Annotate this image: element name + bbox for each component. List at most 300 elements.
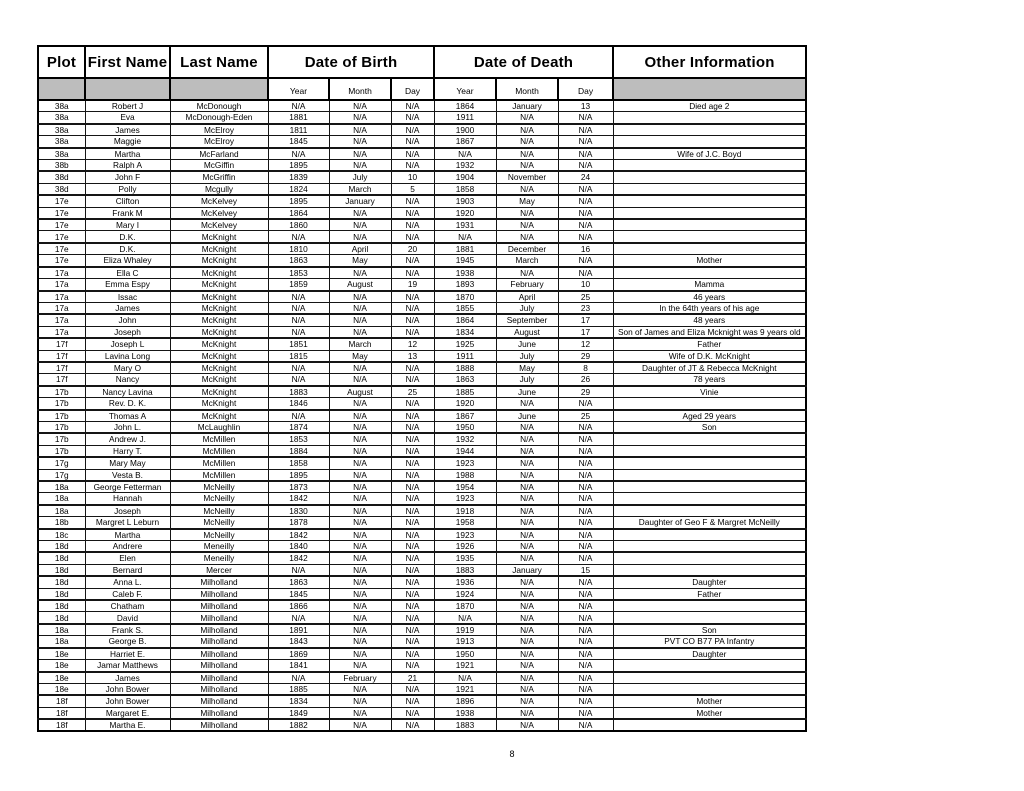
cell-other-info: Wife of J.C. Boyd <box>613 148 806 160</box>
cell-dod-day: N/A <box>558 207 613 219</box>
column-header-plot: Plot <box>38 46 85 78</box>
cell-dob-year: 1860 <box>268 219 329 231</box>
table-row <box>38 255 806 267</box>
cell-dod-month: November <box>496 171 558 183</box>
cell-dob-year: 1840 <box>268 541 329 553</box>
cell-dod-year: 1921 <box>434 683 496 695</box>
cell-dob-day: N/A <box>391 505 434 517</box>
table-row <box>38 683 806 695</box>
cell-dod-month: N/A <box>496 719 558 731</box>
cell-other-info <box>613 112 806 124</box>
cell-dod-month: N/A <box>496 588 558 600</box>
cell-dob-year: N/A <box>268 148 329 160</box>
cell-dob-month: N/A <box>329 719 391 731</box>
cell-dob-month: N/A <box>329 231 391 243</box>
cell-other-info <box>613 171 806 183</box>
subheader-dod-year: Year <box>434 78 496 100</box>
cell-dod-month: N/A <box>496 493 558 505</box>
cell-plot: 17b <box>38 445 85 457</box>
cell-dod-month: December <box>496 243 558 255</box>
cell-dod-year: 1988 <box>434 469 496 481</box>
cell-dod-year: 1920 <box>434 398 496 410</box>
cell-dod-day: N/A <box>558 445 613 457</box>
cell-other-info: 46 years <box>613 291 806 303</box>
cell-plot: 18c <box>38 529 85 541</box>
cell-last-name: Milholland <box>170 624 268 636</box>
cell-dob-year: 1843 <box>268 636 329 648</box>
cell-dob-year: 1863 <box>268 576 329 588</box>
cell-dob-year: 1881 <box>268 112 329 124</box>
cell-dob-month: N/A <box>329 648 391 660</box>
table-header <box>38 46 806 100</box>
cell-last-name: McKnight <box>170 231 268 243</box>
cell-dob-year: 1845 <box>268 136 329 148</box>
cell-dod-day: N/A <box>558 493 613 505</box>
cell-dob-year: 1853 <box>268 267 329 279</box>
cell-dob-day: N/A <box>391 219 434 231</box>
table-row <box>38 433 806 445</box>
cell-other-info: Mother <box>613 707 806 719</box>
cell-dod-day: N/A <box>558 398 613 410</box>
table-row <box>38 124 806 136</box>
cell-dod-day: 13 <box>558 100 613 112</box>
cell-dob-year: N/A <box>268 291 329 303</box>
cell-last-name: McKnight <box>170 350 268 362</box>
cell-other-info <box>613 529 806 541</box>
cell-dod-day: N/A <box>558 195 613 207</box>
cell-dob-day: N/A <box>391 195 434 207</box>
cell-dod-month: N/A <box>496 648 558 660</box>
cell-dod-month: N/A <box>496 624 558 636</box>
cell-plot: 38d <box>38 171 85 183</box>
table-row <box>38 136 806 148</box>
cell-plot: 18a <box>38 493 85 505</box>
cell-dod-month: N/A <box>496 576 558 588</box>
cell-dod-month: N/A <box>496 112 558 124</box>
cell-dod-month: N/A <box>496 683 558 695</box>
cell-first-name: Maggie <box>85 136 170 148</box>
cell-last-name: McKnight <box>170 243 268 255</box>
cell-last-name: McElroy <box>170 124 268 136</box>
table-row <box>38 445 806 457</box>
cell-dod-month: July <box>496 374 558 386</box>
cell-dod-year: 1926 <box>434 541 496 553</box>
cell-first-name: John F <box>85 171 170 183</box>
cell-other-info: Daughter <box>613 576 806 588</box>
cell-plot: 17f <box>38 362 85 374</box>
cell-dob-year: 1858 <box>268 457 329 469</box>
cell-dob-day: N/A <box>391 564 434 576</box>
cell-dob-year: 1830 <box>268 505 329 517</box>
cell-other-info: 78 years <box>613 374 806 386</box>
cell-dod-month: June <box>496 386 558 398</box>
cell-dob-year: N/A <box>268 326 329 338</box>
cell-last-name: Milholland <box>170 672 268 684</box>
cell-first-name: Joseph <box>85 326 170 338</box>
column-header-first-name: First Name <box>85 46 170 78</box>
cell-dod-day: N/A <box>558 267 613 279</box>
cell-other-info: Daughter of JT & Rebecca McKnight <box>613 362 806 374</box>
cell-first-name: Martha <box>85 148 170 160</box>
cell-last-name: McKnight <box>170 302 268 314</box>
table-row <box>38 624 806 636</box>
cell-dob-year: N/A <box>268 564 329 576</box>
table-row <box>38 374 806 386</box>
cell-dob-month: N/A <box>329 683 391 695</box>
cell-other-info <box>613 469 806 481</box>
cell-dod-year: N/A <box>434 672 496 684</box>
cell-dod-year: 1911 <box>434 350 496 362</box>
cell-plot: 17g <box>38 457 85 469</box>
cell-dod-month: N/A <box>496 600 558 612</box>
cell-dod-day: N/A <box>558 683 613 695</box>
cell-other-info: Died age 2 <box>613 100 806 112</box>
cell-first-name: John L. <box>85 421 170 433</box>
cell-other-info <box>613 124 806 136</box>
cell-last-name: Milholland <box>170 707 268 719</box>
cell-other-info <box>613 612 806 624</box>
cell-dob-year: N/A <box>268 314 329 326</box>
cell-plot: 18d <box>38 600 85 612</box>
cell-dob-day: N/A <box>391 398 434 410</box>
cell-dod-month: N/A <box>496 469 558 481</box>
cell-first-name: James <box>85 302 170 314</box>
cell-dob-day: N/A <box>391 588 434 600</box>
cell-last-name: McKnight <box>170 267 268 279</box>
cell-dob-year: 1859 <box>268 279 329 291</box>
cell-dob-month: N/A <box>329 433 391 445</box>
cell-other-info <box>613 445 806 457</box>
cell-plot: 38a <box>38 100 85 112</box>
cell-dod-day: N/A <box>558 612 613 624</box>
table-row <box>38 171 806 183</box>
cell-dob-month: N/A <box>329 493 391 505</box>
cell-dod-day: N/A <box>558 255 613 267</box>
cell-dob-year: 1845 <box>268 588 329 600</box>
cell-other-info <box>613 243 806 255</box>
cell-dod-month: N/A <box>496 136 558 148</box>
cell-first-name: Andrew J. <box>85 433 170 445</box>
cell-dod-month: N/A <box>496 445 558 457</box>
table-row <box>38 612 806 624</box>
cell-last-name: McKnight <box>170 314 268 326</box>
cell-dob-month: N/A <box>329 291 391 303</box>
cell-dob-day: N/A <box>391 314 434 326</box>
cell-other-info <box>613 398 806 410</box>
cell-dob-month: N/A <box>329 160 391 172</box>
cell-first-name: Martha E. <box>85 719 170 731</box>
cell-plot: 17e <box>38 195 85 207</box>
cell-dob-month: August <box>329 386 391 398</box>
cell-other-info: Wife of D.K. McKnight <box>613 350 806 362</box>
cell-plot: 17e <box>38 207 85 219</box>
cell-dob-month: N/A <box>329 362 391 374</box>
table-row <box>38 517 806 529</box>
column-header-last-name: Last Name <box>170 46 268 78</box>
cemetery-records-table <box>37 45 807 732</box>
table-row <box>38 552 806 564</box>
cell-other-info <box>613 719 806 731</box>
table-row <box>38 207 806 219</box>
cell-dob-year: 1895 <box>268 469 329 481</box>
cell-dob-year: 1842 <box>268 493 329 505</box>
cell-dod-month: April <box>496 291 558 303</box>
cell-last-name: McDonough <box>170 100 268 112</box>
cell-other-info <box>613 136 806 148</box>
cell-last-name: McKnight <box>170 326 268 338</box>
cell-dob-year: 1842 <box>268 529 329 541</box>
cell-plot: 38d <box>38 183 85 195</box>
cell-dob-month: N/A <box>329 517 391 529</box>
cell-dob-month: N/A <box>329 457 391 469</box>
table-row <box>38 279 806 291</box>
header-spacer-first-name <box>85 78 170 100</box>
cell-plot: 18a <box>38 481 85 493</box>
table-row <box>38 481 806 493</box>
cell-dob-day: N/A <box>391 124 434 136</box>
table-row <box>38 457 806 469</box>
cell-dod-year: 1883 <box>434 719 496 731</box>
table-row <box>38 386 806 398</box>
cell-other-info <box>613 564 806 576</box>
cell-dob-year: 1874 <box>268 421 329 433</box>
cell-first-name: David <box>85 612 170 624</box>
cell-dod-day: N/A <box>558 421 613 433</box>
cell-dob-year: 1891 <box>268 624 329 636</box>
header-row-main <box>38 46 806 78</box>
cell-first-name: George Fetterman <box>85 481 170 493</box>
cell-first-name: Lavina Long <box>85 350 170 362</box>
cell-plot: 17a <box>38 267 85 279</box>
cell-dob-day: N/A <box>391 255 434 267</box>
cell-dob-month: N/A <box>329 624 391 636</box>
cell-dod-day: N/A <box>558 183 613 195</box>
cell-dod-month: N/A <box>496 231 558 243</box>
cell-other-info: Vinie <box>613 386 806 398</box>
cell-dod-day: N/A <box>558 707 613 719</box>
cell-dod-day: N/A <box>558 600 613 612</box>
cell-dod-day: N/A <box>558 481 613 493</box>
cell-plot: 17a <box>38 279 85 291</box>
cell-dob-year: 1815 <box>268 350 329 362</box>
cell-dob-month: N/A <box>329 267 391 279</box>
table-row <box>38 541 806 553</box>
cell-first-name: Harry T. <box>85 445 170 457</box>
cell-dod-year: 1919 <box>434 624 496 636</box>
cell-plot: 17f <box>38 338 85 350</box>
cell-plot: 17e <box>38 219 85 231</box>
cell-dod-month: N/A <box>496 398 558 410</box>
cell-dob-year: 1811 <box>268 124 329 136</box>
cell-first-name: Martha <box>85 529 170 541</box>
cell-dod-month: September <box>496 314 558 326</box>
column-header-date-of-birth: Date of Birth <box>268 46 434 78</box>
cell-dob-month: N/A <box>329 541 391 553</box>
table-body <box>38 100 806 731</box>
cell-plot: 17b <box>38 398 85 410</box>
cell-dod-year: 1936 <box>434 576 496 588</box>
cell-dod-year: 1923 <box>434 529 496 541</box>
cell-last-name: Mcgully <box>170 183 268 195</box>
cell-plot: 18d <box>38 576 85 588</box>
cell-first-name: Mary O <box>85 362 170 374</box>
cell-dob-year: 1839 <box>268 171 329 183</box>
cell-dod-year: 1870 <box>434 600 496 612</box>
subheader-dob-day: Day <box>391 78 434 100</box>
cell-dod-year: 1888 <box>434 362 496 374</box>
cell-plot: 18e <box>38 683 85 695</box>
table-row <box>38 469 806 481</box>
table-row <box>38 243 806 255</box>
table-row <box>38 350 806 362</box>
cell-other-info <box>613 541 806 553</box>
cell-dod-month: January <box>496 564 558 576</box>
cell-last-name: McNeilly <box>170 481 268 493</box>
cell-dob-month: N/A <box>329 600 391 612</box>
cell-dob-day: 12 <box>391 338 434 350</box>
cell-dod-year: 1938 <box>434 267 496 279</box>
cell-dob-day: N/A <box>391 291 434 303</box>
cell-last-name: Milholland <box>170 719 268 731</box>
cell-dob-day: N/A <box>391 576 434 588</box>
cell-dod-month: N/A <box>496 552 558 564</box>
cell-dob-day: 25 <box>391 386 434 398</box>
cell-first-name: Ella C <box>85 267 170 279</box>
cell-dod-day: 8 <box>558 362 613 374</box>
cell-dob-year: N/A <box>268 362 329 374</box>
cell-dob-year: 1849 <box>268 707 329 719</box>
cell-dob-year: N/A <box>268 612 329 624</box>
cell-dod-month: July <box>496 350 558 362</box>
cell-dob-day: N/A <box>391 541 434 553</box>
cell-dob-month: February <box>329 672 391 684</box>
cell-last-name: McKelvey <box>170 195 268 207</box>
cell-plot: 18e <box>38 648 85 660</box>
cell-dob-month: N/A <box>329 398 391 410</box>
cell-plot: 17f <box>38 350 85 362</box>
cell-plot: 38a <box>38 136 85 148</box>
cell-dod-day: N/A <box>558 672 613 684</box>
cell-first-name: Anna L. <box>85 576 170 588</box>
cell-dod-year: 1950 <box>434 648 496 660</box>
cell-other-info: Aged 29 years <box>613 410 806 422</box>
table-row <box>38 314 806 326</box>
cell-first-name: Hannah <box>85 493 170 505</box>
page-number: 8 <box>509 749 515 759</box>
cell-plot: 17a <box>38 314 85 326</box>
cell-first-name: Caleb F. <box>85 588 170 600</box>
cell-dob-day: N/A <box>391 457 434 469</box>
cell-dod-year: 1834 <box>434 326 496 338</box>
cell-last-name: McKnight <box>170 279 268 291</box>
table-row <box>38 421 806 433</box>
cell-dob-day: N/A <box>391 660 434 672</box>
cell-dod-day: 16 <box>558 243 613 255</box>
cell-first-name: Joseph L <box>85 338 170 350</box>
cell-dob-month: N/A <box>329 529 391 541</box>
cell-dod-day: N/A <box>558 719 613 731</box>
cell-dod-day: 26 <box>558 374 613 386</box>
cell-dod-day: 25 <box>558 410 613 422</box>
cell-first-name: Nancy Lavina <box>85 386 170 398</box>
cell-dod-year: 1893 <box>434 279 496 291</box>
cell-dod-day: N/A <box>558 124 613 136</box>
cell-dod-day: 23 <box>558 302 613 314</box>
cell-dod-year: N/A <box>434 612 496 624</box>
cell-dob-day: N/A <box>391 112 434 124</box>
cell-first-name: James <box>85 672 170 684</box>
cell-dob-month: N/A <box>329 481 391 493</box>
cell-dod-year: 1923 <box>434 493 496 505</box>
cell-dob-day: N/A <box>391 207 434 219</box>
cell-plot: 17a <box>38 326 85 338</box>
header-row-sub <box>38 78 806 100</box>
cell-dod-month: N/A <box>496 421 558 433</box>
cell-dod-month: June <box>496 338 558 350</box>
cell-plot: 38a <box>38 148 85 160</box>
cell-dod-day: N/A <box>558 231 613 243</box>
cell-other-info <box>613 160 806 172</box>
cell-dod-year: 1864 <box>434 314 496 326</box>
cell-other-info <box>613 493 806 505</box>
cell-first-name: Mary May <box>85 457 170 469</box>
subheader-dob-year: Year <box>268 78 329 100</box>
cell-dod-month: February <box>496 279 558 291</box>
cell-plot: 17e <box>38 231 85 243</box>
cell-last-name: Milholland <box>170 636 268 648</box>
cell-dod-month: N/A <box>496 183 558 195</box>
cell-first-name: Robert J <box>85 100 170 112</box>
cell-dod-day: N/A <box>558 469 613 481</box>
cell-other-info <box>613 481 806 493</box>
cell-dob-month: August <box>329 279 391 291</box>
cell-dob-day: N/A <box>391 719 434 731</box>
cell-dod-year: 1855 <box>434 302 496 314</box>
cell-dod-day: N/A <box>558 541 613 553</box>
cell-plot: 17e <box>38 243 85 255</box>
cell-first-name: Rev. D. K. <box>85 398 170 410</box>
cell-dob-day: N/A <box>391 374 434 386</box>
cell-last-name: McNeilly <box>170 505 268 517</box>
cell-dob-day: N/A <box>391 148 434 160</box>
cell-dod-year: 1954 <box>434 481 496 493</box>
cell-plot: 17a <box>38 291 85 303</box>
subheader-dob-month: Month <box>329 78 391 100</box>
table-row <box>38 148 806 160</box>
cell-first-name: D.K. <box>85 231 170 243</box>
cell-dod-year: 1883 <box>434 564 496 576</box>
cell-dob-month: N/A <box>329 445 391 457</box>
cell-plot: 18a <box>38 624 85 636</box>
cell-dob-day: N/A <box>391 410 434 422</box>
cell-last-name: Milholland <box>170 600 268 612</box>
cell-dob-month: N/A <box>329 314 391 326</box>
cell-dob-month: July <box>329 171 391 183</box>
cell-dod-month: N/A <box>496 529 558 541</box>
cell-dod-day: N/A <box>558 576 613 588</box>
cell-first-name: Mary I <box>85 219 170 231</box>
cell-plot: 17b <box>38 421 85 433</box>
cell-other-info <box>613 433 806 445</box>
cell-first-name: Frank M <box>85 207 170 219</box>
table-row <box>38 707 806 719</box>
cell-dod-day: N/A <box>558 160 613 172</box>
cell-dod-day: N/A <box>558 148 613 160</box>
cell-dob-month: N/A <box>329 660 391 672</box>
cell-dob-day: N/A <box>391 493 434 505</box>
cell-dob-day: N/A <box>391 362 434 374</box>
cell-other-info: PVT CO B77 PA Infantry <box>613 636 806 648</box>
